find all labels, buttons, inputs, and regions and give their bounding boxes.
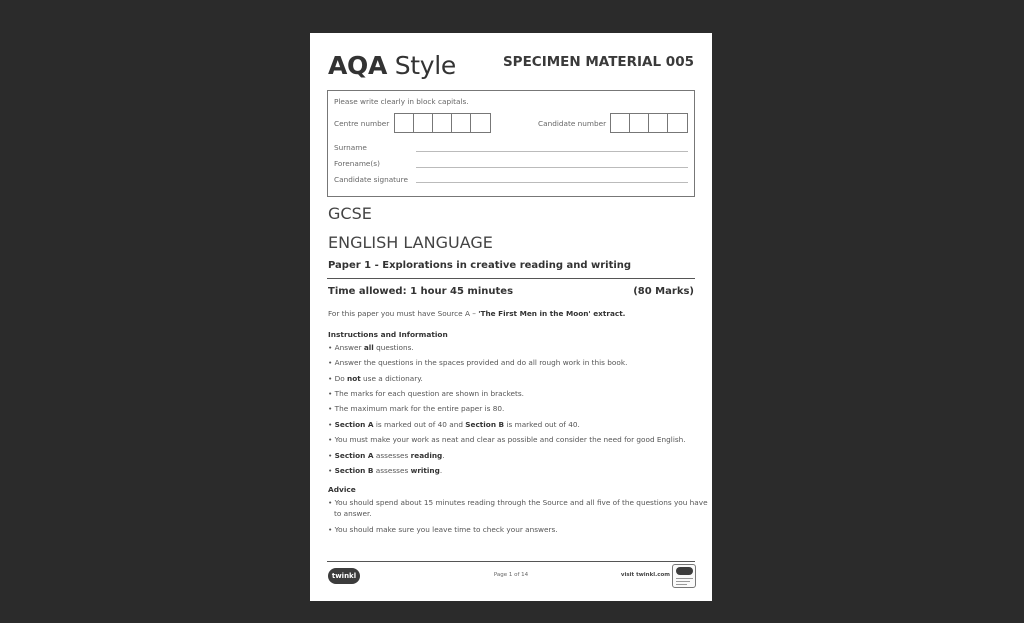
instruction-item: • The marks for each question are shown in brackets. xyxy=(328,389,525,398)
specimen-label: SPECIMEN MATERIAL 005 xyxy=(502,54,694,70)
instruction-item: • Answer all questions. xyxy=(328,343,414,352)
advice-item-continued: to answer. xyxy=(334,509,372,518)
forenames-label: Forename(s) xyxy=(334,159,380,168)
candidate-number-label: Candidate number xyxy=(538,119,607,128)
twinkl-logo: twinkl xyxy=(328,568,360,584)
total-marks: (80 Marks) xyxy=(633,286,694,297)
advice-item: • You should spend about 15 minutes reading through the Source and all five of the questions you have xyxy=(328,498,708,507)
candidate-number-boxes[interactable] xyxy=(610,113,688,133)
divider xyxy=(327,278,695,279)
subject-title: ENGLISH LANGUAGE xyxy=(328,233,493,252)
twinkl-badge-icon xyxy=(672,564,696,588)
time-allowed: Time allowed: 1 hour 45 minutes xyxy=(328,286,514,297)
block-capitals-instruction: Please write clearly in block capitals. xyxy=(334,97,469,106)
advice-item: • You should make sure you leave time to check your answers. xyxy=(328,525,558,534)
footer-divider xyxy=(327,561,695,562)
centre-number-boxes[interactable] xyxy=(394,113,491,133)
centre-number-label: Centre number xyxy=(334,119,390,128)
paper-title: Paper 1 - Explorations in creative reading and writing xyxy=(328,260,632,271)
source-title: 'The First Men in the Moon' extract. xyxy=(478,309,626,318)
signature-field[interactable] xyxy=(416,182,688,183)
page-number: Page 1 of 14 xyxy=(493,572,529,578)
aqa-style-logo xyxy=(328,51,456,80)
forenames-field[interactable] xyxy=(416,167,688,168)
source-note-text: For this paper you must have Source A – xyxy=(328,309,479,318)
instruction-item: • Section B assesses writing. xyxy=(328,466,443,475)
logo-bold-text: AQA xyxy=(328,51,388,80)
qualification-title: GCSE xyxy=(328,204,372,223)
instructions-heading: Instructions and Information xyxy=(328,330,448,339)
instruction-item: • You must make your work as neat and clear as possible and consider the need for good English. xyxy=(328,435,686,444)
logo-light-text: Style xyxy=(394,51,457,80)
surname-field[interactable] xyxy=(416,151,688,152)
instruction-item: • The maximum mark for the entire paper is 80. xyxy=(328,404,505,413)
surname-label: Surname xyxy=(334,143,367,152)
instruction-item: • Answer the questions in the spaces provided and do all rough work in this book. xyxy=(328,358,628,367)
instruction-item: • Section A is marked out of 40 and Section B is marked out of 40. xyxy=(328,420,580,429)
signature-label: Candidate signature xyxy=(334,175,408,184)
exam-page xyxy=(310,33,712,601)
candidate-details-box xyxy=(327,90,695,197)
source-note xyxy=(328,309,625,318)
visit-link[interactable]: visit twinkl.com xyxy=(620,572,670,578)
advice-heading: Advice xyxy=(328,485,356,494)
instruction-item: • Section A assesses reading. xyxy=(328,451,445,460)
instruction-item: • Do not use a dictionary. xyxy=(328,374,423,383)
